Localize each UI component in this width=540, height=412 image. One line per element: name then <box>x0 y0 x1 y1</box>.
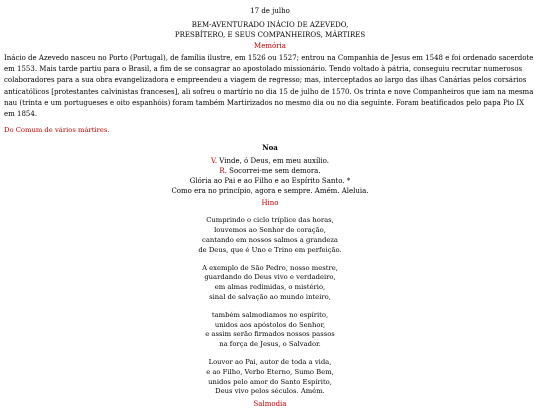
response-line <box>4 167 536 177</box>
hymn-line: louvemos ao Senhor de coração, <box>214 226 326 235</box>
hymn-line: de Deus, que é Uno e Trino em perfeição. <box>198 245 342 254</box>
hymn-line: na força de Jesus, o Salvador. <box>219 340 321 349</box>
hymn-line: sinal de salvação ao mundo inteiro, <box>209 292 331 301</box>
feast-title-line-1: BEM-AVENTURADO INÁCIO DE AZEVEDO, <box>191 21 349 29</box>
feast-title <box>4 20 536 40</box>
liturgical-date: 17 de julho <box>250 7 290 15</box>
hymn-stanza <box>4 216 536 255</box>
hymn-stanza <box>4 264 536 303</box>
hymn-line: também salmodiamos no espírito, <box>211 310 329 319</box>
versicle-text: Vinde, ó Deus, em meu auxílio. <box>219 157 329 166</box>
saint-biography: Inácio de Azevedo nasceu no Porto (Portugal), de família ilustre, em 1526 ou 1527; entrou na Companhia de Jesus em 1548 e foi ordenado sacerdote em 1553. Mais tarde partiu para o Brasil, a fim de se consagrar ao apostolado missionário. Tendo voltado à pátria, conseguiu recrutar numerosos colaboradores para a sua obra evangelizadora e empreendeu a viagem de regresso; mas, interceptados ao largo das ilhas Canárias pelos corsários anticatólicos [protestantes calvinistas franceses], ali sofreu o martírio no dia 15 de julho de 1570. Os trinta e nove Companheiros que iam na mesma nau (trinta e um portugueses e oito espanhóis) foram também Martirizados no mesmo dia ou no dia seguinte. Foram beatificados pelo papa Pio IX em 1854. <box>4 54 534 119</box>
common-reference: Do Comum de vários mártires. <box>4 126 110 135</box>
gloria-line-2: Como era no princípio, agora e sempre. Amém. Aleluia. <box>171 186 369 195</box>
hymn-heading: Hino <box>261 199 279 208</box>
hymn-line: em almas redimidas, o mistério, <box>214 283 326 292</box>
celebration-rank: Memória <box>254 42 286 50</box>
gloria-line-1: Glória ao Pai e ao Filho e ao Espírito Santo. * <box>189 176 351 185</box>
opening-versicle <box>4 157 536 196</box>
response-text: Socorrei-me sem demora. <box>229 167 321 176</box>
hymn-line: e assim serão firmados nossos passos <box>205 330 335 339</box>
hymn-line: Louvor ao Pai, autor de toda a vida, <box>208 357 332 366</box>
hymn-line: e ao Filho, Verbo Eterno, Sumo Bem, <box>206 367 334 376</box>
feast-title-line-2: PRESBÍTERO, E SEUS COMPANHEIROS, MÁRTIRES <box>174 31 366 39</box>
hymn-line: guardando do Deus vivo e verdadeiro, <box>204 273 336 282</box>
hymn-stanza <box>4 358 536 397</box>
hour-title: Noa <box>262 143 278 153</box>
hymn-line: Deus vivo pelos séculos. Amém. <box>215 387 325 396</box>
versicle-line <box>4 157 536 167</box>
hymn-stanza <box>4 311 536 350</box>
hymn-line: unidos pelo amor do Santo Espírito, <box>208 377 332 386</box>
psalmody-heading: Salmodia <box>253 400 287 409</box>
hymn-line: A exemplo de São Pedro, nosso mestre, <box>202 263 338 272</box>
office-page <box>0 7 540 409</box>
hymn-line: Cumprindo o ciclo tríplice das horas, <box>206 216 334 225</box>
hymn-line: cantando em nossos salmos a grandeza <box>202 236 338 244</box>
versicle-mark: V. <box>211 157 218 166</box>
response-mark: R. <box>219 167 227 176</box>
hymn-line: unidos aos apóstolos do Senhor, <box>214 320 326 329</box>
